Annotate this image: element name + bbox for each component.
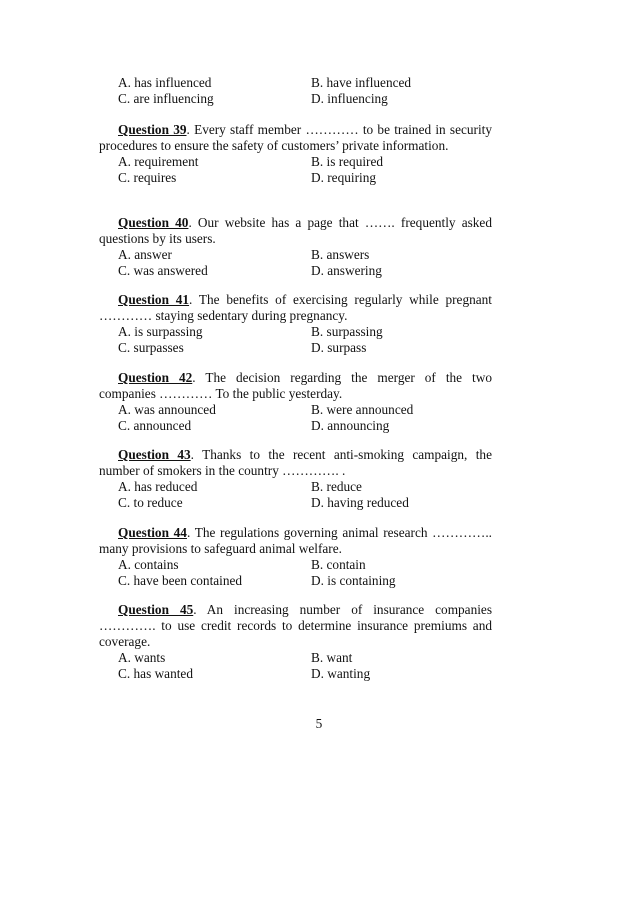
option-row bbox=[99, 557, 492, 573]
option-row bbox=[99, 573, 492, 589]
question-text bbox=[99, 215, 492, 247]
option-row bbox=[99, 324, 492, 340]
option-d: D. influencing bbox=[311, 91, 388, 106]
option-b: B. have influenced bbox=[311, 75, 412, 90]
question-39 bbox=[99, 122, 492, 186]
question-body: . The decision regarding the merger of the two companies ………… To the public yesterday. bbox=[99, 370, 493, 401]
option-b: B. want bbox=[311, 650, 353, 665]
question-text bbox=[99, 292, 492, 324]
option-d: D. announcing bbox=[311, 418, 390, 433]
option-b: B. contain bbox=[311, 557, 366, 572]
question-label: Question 43 bbox=[118, 447, 191, 462]
question-44 bbox=[99, 525, 492, 589]
option-a: A. is surpassing bbox=[118, 324, 203, 339]
question-body: . Our website has a page that ……. frequently asked questions by its users. bbox=[99, 215, 492, 246]
question-45 bbox=[99, 602, 492, 682]
option-c: C. surpasses bbox=[118, 340, 184, 355]
option-a: A. was announced bbox=[118, 402, 216, 417]
option-d: D. having reduced bbox=[311, 495, 409, 510]
option-a: A. answer bbox=[118, 247, 172, 262]
question-body: . The benefits of exercising regularly while pregnant ………… staying sedentary during pregnancy. bbox=[99, 292, 492, 323]
question-text bbox=[99, 525, 492, 557]
top-options bbox=[99, 75, 492, 107]
question-41 bbox=[99, 292, 492, 356]
option-c: C. have been contained bbox=[118, 573, 243, 588]
page-number: 5 bbox=[315, 716, 323, 731]
question-text bbox=[99, 602, 492, 650]
option-row bbox=[99, 666, 492, 682]
option-row bbox=[99, 650, 492, 666]
option-a: A. has reduced bbox=[118, 479, 198, 494]
question-label: Question 40 bbox=[118, 215, 189, 230]
question-body: . Thanks to the recent anti-smoking campaign, the number of smokers in the country …………. . bbox=[99, 447, 492, 478]
option-row bbox=[99, 154, 492, 170]
option-d: D. requiring bbox=[311, 170, 376, 185]
option-c: C. announced bbox=[118, 418, 192, 433]
question-42 bbox=[99, 370, 492, 434]
option-a: A. requirement bbox=[118, 154, 199, 169]
option-row bbox=[99, 340, 492, 356]
question-label: Question 41 bbox=[118, 292, 190, 307]
option-row bbox=[99, 479, 492, 495]
question-label: Question 42 bbox=[118, 370, 193, 385]
option-b: B. surpassing bbox=[311, 324, 383, 339]
question-text bbox=[99, 370, 492, 402]
option-b: B. answers bbox=[311, 247, 370, 262]
question-body: . Every staff member ………… to be trained in security procedures to ensure the safety of customers’ private information. bbox=[99, 122, 493, 153]
option-d: D. is containing bbox=[311, 573, 396, 588]
option-row bbox=[99, 402, 492, 418]
option-c: C. are influencing bbox=[118, 91, 214, 106]
option-c: C. to reduce bbox=[118, 495, 183, 510]
option-b: B. reduce bbox=[311, 479, 362, 494]
option-a: A. has influenced bbox=[118, 75, 212, 90]
option-row bbox=[99, 418, 492, 434]
option-b: B. is required bbox=[311, 154, 384, 169]
option-c: C. requires bbox=[118, 170, 177, 185]
option-d: D. wanting bbox=[311, 666, 371, 681]
option-row bbox=[99, 495, 492, 511]
question-body: . The regulations governing animal research ………….. many provisions to safeguard animal welfare. bbox=[99, 525, 492, 556]
option-d: D. answering bbox=[311, 263, 382, 278]
option-row bbox=[99, 91, 492, 107]
option-row bbox=[99, 75, 492, 91]
question-text bbox=[99, 447, 492, 479]
option-row bbox=[99, 247, 492, 263]
question-43 bbox=[99, 447, 492, 511]
question-body: . An increasing number of insurance companies …………. to use credit records to determine insurance premiums and coverage. bbox=[99, 602, 492, 649]
question-text bbox=[99, 122, 492, 154]
option-d: D. surpass bbox=[311, 340, 367, 355]
option-b: B. were announced bbox=[311, 402, 414, 417]
option-c: C. has wanted bbox=[118, 666, 193, 681]
question-label: Question 45 bbox=[118, 602, 194, 617]
option-row bbox=[99, 263, 492, 279]
option-row bbox=[99, 170, 492, 186]
option-c: C. was answered bbox=[118, 263, 208, 278]
question-label: Question 44 bbox=[118, 525, 187, 540]
question-label: Question 39 bbox=[118, 122, 187, 137]
question-40 bbox=[99, 215, 492, 279]
option-a: A. contains bbox=[118, 557, 179, 572]
option-a: A. wants bbox=[118, 650, 166, 665]
